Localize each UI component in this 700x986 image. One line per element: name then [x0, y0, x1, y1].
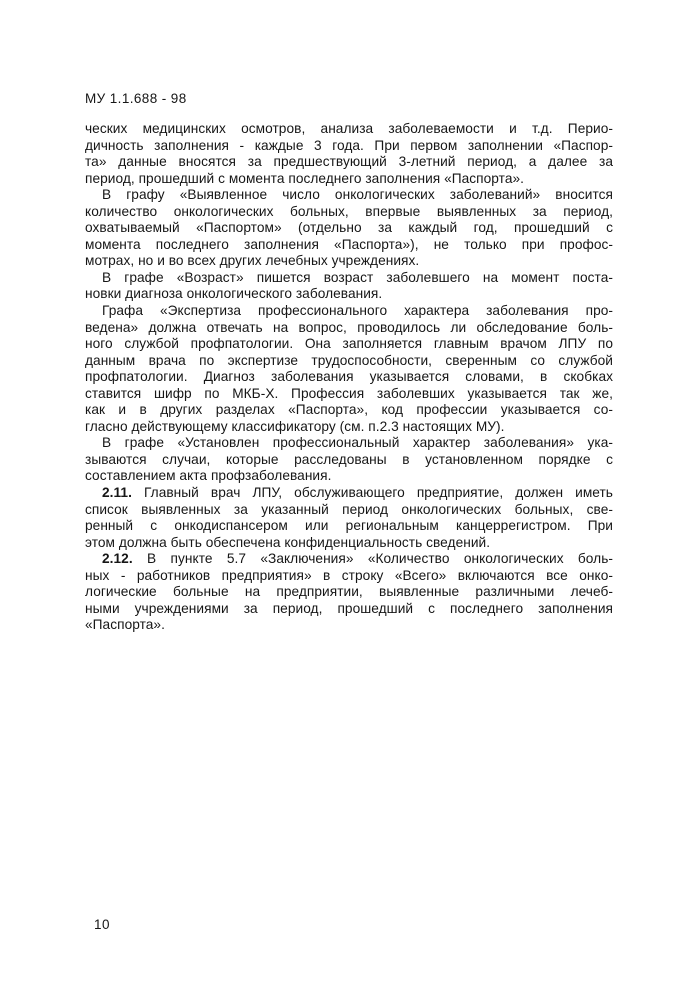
paragraph	[85, 485, 613, 551]
text-line: В графу «Выявленное число онкологических заболеваний» вносится	[102, 187, 613, 203]
text-line: «Паспорта».	[85, 617, 165, 633]
page-number: 10	[94, 917, 111, 932]
paragraph	[85, 187, 613, 270]
text-line: Графа «Экспертиза профессионального характера заболевания про-	[102, 303, 613, 319]
text-line: период, прошедший с момента последнего заполнения «Паспорта».	[85, 170, 525, 186]
text-line: ренный с онкодиспансером или региональным канцеррегистром. При	[85, 518, 613, 534]
text-line: как и в других разделах «Паспорта», код профессии указывается со-	[85, 402, 613, 418]
text-line: данным врача по экспертизе трудоспособности, сверенным со службой	[85, 352, 613, 368]
text-line-fragment: В пункте 5.7 «Заключения» «Количество онкологических боль-	[147, 551, 613, 567]
clause-number: 2.11.	[102, 485, 132, 501]
text-line: новки диагноза онкологического заболевания.	[85, 286, 383, 302]
text-line: этом должна быть обеспечена конфиденциальность сведений.	[85, 534, 491, 550]
text-line: зываются случаи, которые расследованы в установленном порядке с	[85, 451, 613, 467]
text-line: та» данные вносятся за предшествующий 3-летний период, а далее за	[85, 154, 613, 170]
text-line	[85, 485, 613, 502]
clause-number: 2.12.	[102, 551, 133, 567]
text-line: ными учреждениями за период, прошедший с последнего заполнения	[85, 600, 613, 616]
text-line: охватываемый «Паспортом» (отдельно за каждый год, прошедший с	[85, 220, 613, 236]
paragraph	[85, 270, 613, 303]
text-line: ных - работников предприятия» в строку «Всего» включаются все онко-	[85, 567, 613, 583]
text-line: количество онкологических больных, впервые выявленных за период,	[85, 203, 613, 219]
text-line	[85, 551, 613, 568]
text-line: ведена» должна отвечать на вопрос, проводилось ли обследование боль-	[85, 319, 613, 335]
text-line: логические больные на предприятии, выявленные различными лечеб-	[85, 584, 613, 600]
text-line: составлением акта профзаболевания.	[85, 468, 332, 484]
document-header: МУ 1.1.688 - 98	[85, 91, 187, 106]
text-line: дичность заполнения - каждые 3 года. При первом заполнении «Паспор-	[85, 137, 613, 153]
text-line: гласно действующему классификатору (см. п.2.3 настоящих МУ).	[85, 418, 505, 434]
text-line: момента последнего заполнения «Паспорта»), не только при профос-	[85, 236, 613, 252]
text-line: В графе «Установлен профессиональный характер заболевания» ука-	[102, 435, 613, 451]
paragraph	[85, 435, 613, 485]
paragraph	[85, 551, 613, 634]
text-line: В графе «Возраст» пишется возраст заболевшего на момент поста-	[102, 269, 613, 285]
document-body	[85, 121, 613, 634]
text-line: ного службой профпатологии. Она заполняется главным врачом ЛПУ по	[85, 336, 613, 352]
text-line: профпатологии. Диагноз заболевания указывается словами, в скобках	[85, 369, 613, 385]
text-line: список выявленных за указанный период онкологических больных, све-	[85, 501, 613, 517]
text-line: мотрах, но и во всех других лечебных учреждениях.	[85, 253, 420, 269]
text-line: ставится шифр по МКБ-X. Профессия заболевших указывается так же,	[85, 385, 613, 401]
paragraph	[85, 303, 613, 435]
paragraph	[85, 121, 613, 187]
text-line: ческих медицинских осмотров, анализа заболеваемости и т.д. Перио-	[85, 121, 613, 136]
text-line-fragment: Главный врач ЛПУ, обслуживающего предприятие, должен иметь	[143, 485, 613, 501]
